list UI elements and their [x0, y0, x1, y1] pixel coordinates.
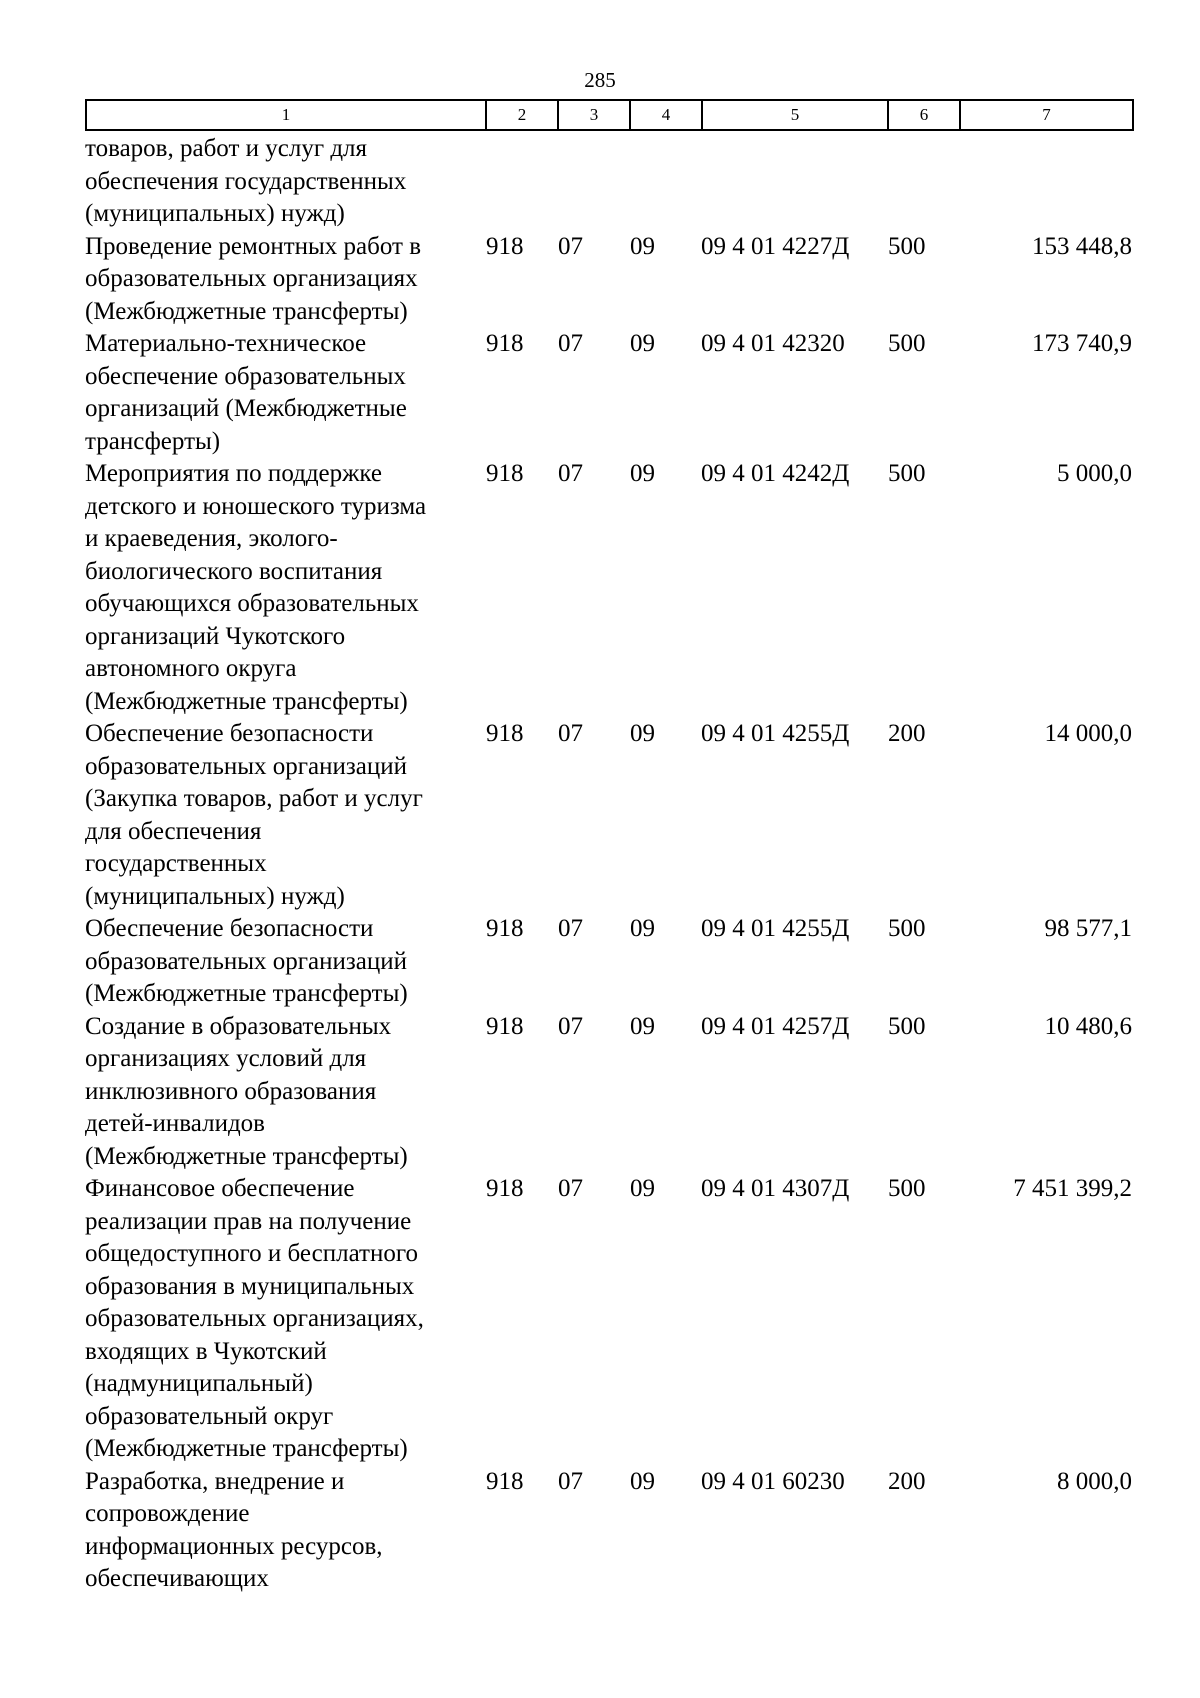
description-line: информационных ресурсов,: [85, 1532, 383, 1560]
row-description: [85, 328, 485, 458]
table-row: [0, 718, 1200, 913]
header-col-7: 7: [960, 100, 1133, 130]
cell-c2: 918: [486, 1175, 524, 1202]
description-line: (Закупка товаров, работ и услуг: [85, 785, 423, 812]
description-line: государственных: [85, 850, 267, 877]
description-line: обеспечения государственных: [85, 167, 407, 195]
description-line: (Межбюджетные трансферты): [85, 297, 408, 325]
table-row: [0, 913, 1200, 1011]
cell-c5: 09 4 01 4257Д: [701, 1012, 850, 1040]
description-line: трансферты): [85, 427, 221, 455]
cell-c3: 07: [558, 232, 583, 260]
description-line: и краеведения, эколого-: [85, 525, 338, 552]
description-line: (Межбюджетные трансферты): [85, 687, 408, 715]
row-description: [85, 913, 485, 1011]
header-col-5: 5: [702, 100, 888, 130]
row-description: [85, 231, 485, 329]
cell-c4: 09: [630, 232, 655, 260]
cell-c3: 07: [558, 330, 583, 357]
description-line: (Межбюджетные трансферты): [85, 1435, 408, 1462]
description-line: организациях условий для: [85, 1045, 367, 1072]
cell-c2: 918: [486, 330, 524, 357]
cell-c6: 500: [888, 915, 926, 942]
cell-c2: 918: [486, 1467, 524, 1495]
cell-c4: 09: [630, 1467, 655, 1495]
cell-c7: 153 448,8: [1032, 232, 1132, 260]
table-row: [0, 458, 1200, 718]
description-line: Создание в образовательных: [85, 1012, 392, 1040]
cell-c2: 918: [486, 1012, 524, 1040]
description-line: обеспечивающих: [85, 1565, 269, 1592]
header-col-4: 4: [630, 100, 702, 130]
description-line: образовательных организаций: [85, 947, 408, 975]
cell-c7: 5 000,0: [1057, 460, 1132, 487]
description-line: Финансовое обеспечение: [85, 1175, 355, 1202]
cell-c5: 09 4 01 42320: [701, 330, 845, 357]
table-row: [0, 1011, 1200, 1174]
row-description: [85, 718, 485, 913]
description-line: организаций (Межбюджетные: [85, 395, 407, 422]
description-line: Разработка, внедрение и: [85, 1467, 345, 1495]
cell-c5: 09 4 01 4255Д: [701, 915, 850, 942]
row-description: [85, 1466, 485, 1596]
cell-c2: 918: [486, 232, 524, 260]
description-line: (муниципальных) нужд): [85, 200, 345, 227]
description-line: (Межбюджетные трансферты): [85, 1142, 408, 1170]
table-row: [0, 1466, 1200, 1596]
cell-c3: 07: [558, 460, 583, 487]
description-line: организаций Чукотского: [85, 622, 346, 650]
description-line: Мероприятия по поддержке: [85, 460, 383, 487]
cell-c5: 09 4 01 4227Д: [701, 232, 850, 260]
description-line: обеспечение образовательных: [85, 362, 406, 390]
description-line: инклюзивного образования: [85, 1077, 377, 1105]
description-line: Проведение ремонтных работ в: [85, 232, 422, 260]
cell-c6: 500: [888, 460, 926, 487]
description-line: автономного округа: [85, 655, 297, 682]
description-line: образования в муниципальных: [85, 1272, 415, 1300]
cell-c2: 918: [486, 720, 524, 747]
description-line: обучающихся образовательных: [85, 590, 419, 617]
description-line: Материально-техническое: [85, 330, 367, 357]
description-line: (надмуниципальный): [85, 1370, 313, 1397]
table-header: [85, 99, 1134, 131]
description-line: Обеспечение безопасности: [85, 720, 374, 747]
description-line: (Межбюджетные трансферты): [85, 980, 408, 1007]
cell-c3: 07: [558, 1467, 583, 1495]
row-description: [85, 133, 485, 231]
cell-c6: 500: [888, 330, 926, 357]
cell-c5: 09 4 01 4255Д: [701, 720, 850, 747]
header-col-6: 6: [888, 100, 960, 130]
description-line: для обеспечения: [85, 817, 262, 845]
description-line: детей-инвалидов: [85, 1110, 265, 1137]
description-line: образовательных организаций: [85, 752, 408, 780]
description-line: Обеспечение безопасности: [85, 915, 374, 942]
header-col-1: 1: [86, 100, 486, 130]
cell-c7: 10 480,6: [1044, 1012, 1132, 1040]
description-line: образовательных организациях: [85, 265, 418, 292]
cell-c2: 918: [486, 460, 524, 487]
description-line: образовательных организациях,: [85, 1305, 424, 1332]
page-number: 285: [584, 68, 616, 92]
cell-c5: 09 4 01 4307Д: [701, 1175, 850, 1202]
cell-c7: 7 451 399,2: [1013, 1175, 1132, 1202]
description-line: входящих в Чукотский: [85, 1337, 327, 1365]
table-body: [0, 133, 1200, 1596]
description-line: (муниципальных) нужд): [85, 882, 345, 910]
cell-c4: 09: [630, 330, 655, 357]
cell-c6: 200: [888, 720, 926, 747]
cell-c4: 09: [630, 915, 655, 942]
row-description: [85, 1011, 485, 1174]
header-col-3: 3: [558, 100, 630, 130]
cell-c3: 07: [558, 915, 583, 942]
cell-c5: 09 4 01 4242Д: [701, 460, 850, 487]
description-line: сопровождение: [85, 1500, 250, 1527]
cell-c4: 09: [630, 1012, 655, 1040]
cell-c7: 8 000,0: [1057, 1467, 1132, 1495]
table-row: [0, 231, 1200, 329]
table-row: [0, 133, 1200, 231]
description-line: общедоступного и бесплатного: [85, 1240, 418, 1267]
cell-c3: 07: [558, 1012, 583, 1040]
description-line: реализации прав на получение: [85, 1207, 412, 1235]
cell-c5: 09 4 01 60230: [701, 1467, 845, 1495]
cell-c6: 500: [888, 1175, 926, 1202]
cell-c7: 14 000,0: [1044, 720, 1132, 747]
cell-c6: 500: [888, 232, 926, 260]
description-line: образовательный округ: [85, 1402, 334, 1430]
cell-c4: 09: [630, 720, 655, 747]
cell-c3: 07: [558, 720, 583, 747]
row-description: [85, 1173, 485, 1466]
table-row: [0, 1173, 1200, 1466]
cell-c6: 200: [888, 1467, 926, 1495]
description-line: детского и юношеского туризма: [85, 492, 427, 520]
description-line: товаров, работ и услуг для: [85, 135, 368, 162]
cell-c2: 918: [486, 915, 524, 942]
cell-c7: 98 577,1: [1044, 915, 1132, 942]
cell-c7: 173 740,9: [1032, 330, 1132, 357]
cell-c4: 09: [630, 460, 655, 487]
description-line: биологического воспитания: [85, 557, 383, 585]
table-row: [0, 328, 1200, 458]
cell-c6: 500: [888, 1012, 926, 1040]
header-col-2: 2: [486, 100, 558, 130]
cell-c3: 07: [558, 1175, 583, 1202]
cell-c4: 09: [630, 1175, 655, 1202]
row-description: [85, 458, 485, 718]
